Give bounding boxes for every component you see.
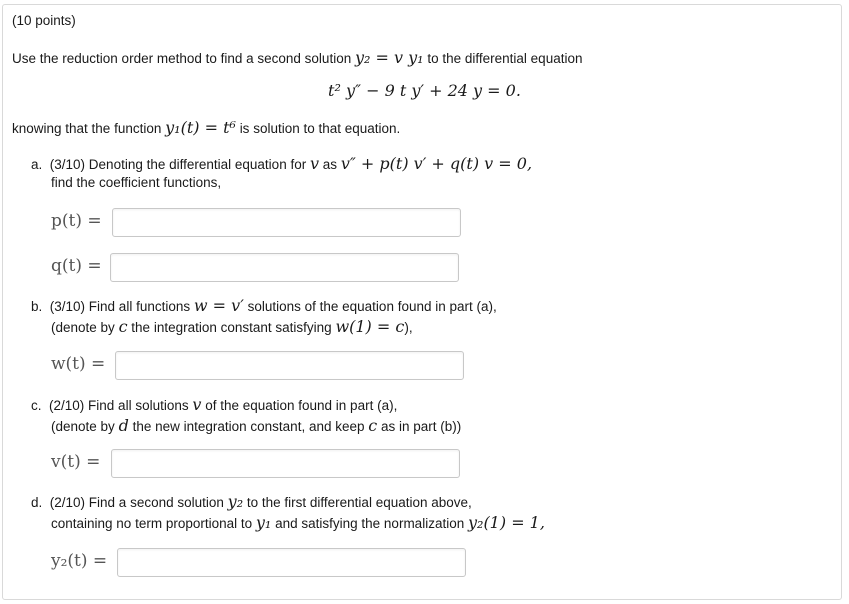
part-c: c. (2/10) Find all solutions v of the equation found in part (a), (denote by d the new integration constant, and keep c as in part (b)) bbox=[31, 395, 462, 435]
intro-text: Use the reduction order method to find a second solution y₂ = v y₁ to the differential equation bbox=[12, 48, 583, 67]
part-d: d. (2/10) Find a second solution y₂ to the first differential equation above, containing no term proportional to y₁ and satisfying the normalization y₂(1) = 1, bbox=[31, 492, 545, 532]
points-label: (10 points) bbox=[12, 13, 76, 28]
v-input[interactable] bbox=[111, 449, 460, 478]
v-equation: v″ + p(t) v′ + q(t) v = 0, bbox=[340, 154, 533, 173]
v-label: v(t) = bbox=[51, 452, 101, 472]
y2-definition: y₂ = v y₁ bbox=[354, 48, 424, 67]
part-b-marker: b. bbox=[31, 299, 43, 314]
q-input[interactable] bbox=[110, 253, 459, 282]
knowing-text: knowing that the function y₁(t) = t⁶ is solution to that equation. bbox=[12, 118, 401, 137]
w-label: w(t) = bbox=[51, 354, 106, 374]
part-d-marker: d. bbox=[31, 495, 43, 510]
w-input[interactable] bbox=[115, 351, 464, 380]
y2-input[interactable] bbox=[117, 548, 466, 577]
main-equation: t² y″ − 9 t y′ + 24 y = 0. bbox=[328, 81, 521, 100]
p-input[interactable] bbox=[112, 208, 461, 237]
part-b: b. (3/10) Find all functions w = v′ solutions of the equation found in part (a), (denote by c the integration constant satisfying w(1) = c), bbox=[31, 296, 497, 336]
q-label: q(t) = bbox=[51, 256, 102, 276]
part-a-marker: a. bbox=[31, 157, 43, 172]
y1-definition: y₁(t) = t⁶ bbox=[165, 118, 236, 137]
part-c-marker: c. bbox=[31, 398, 42, 413]
part-a: a. (3/10) Denoting the differential equation for v as v″ + p(t) v′ + q(t) v = 0, find the coefficient functions, bbox=[31, 154, 533, 190]
y2-label: y₂(t) = bbox=[51, 551, 108, 571]
p-label: p(t) = bbox=[51, 211, 102, 231]
